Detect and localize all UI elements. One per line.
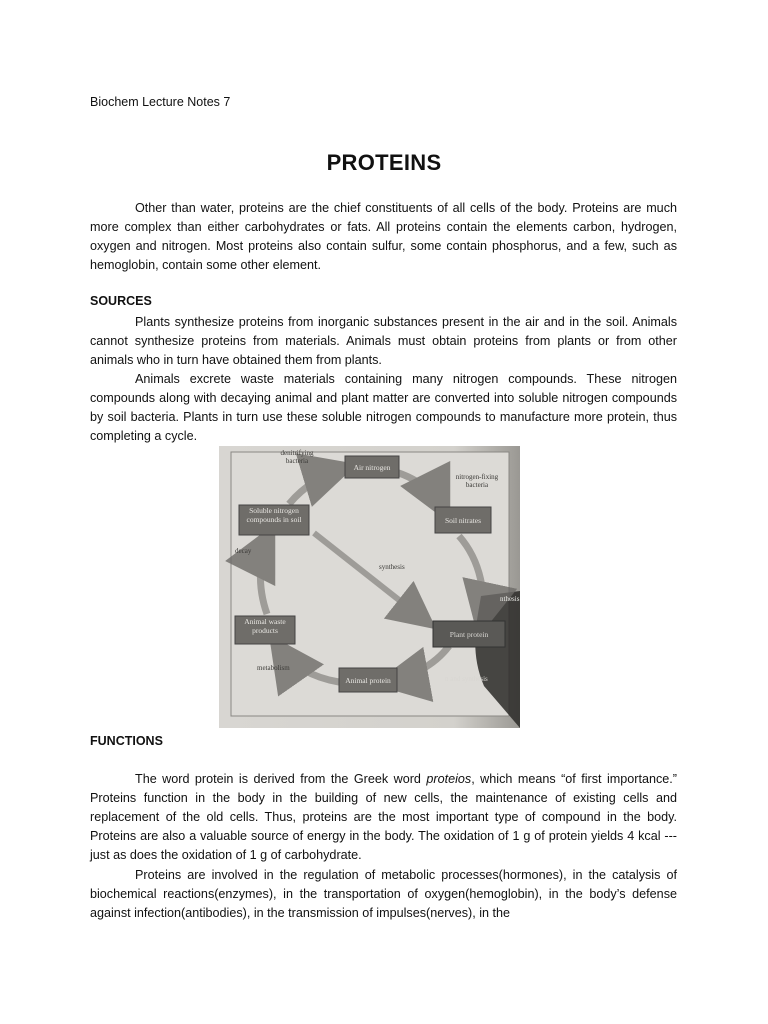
page-title: PROTEINS bbox=[326, 150, 442, 175]
label-metabolism: metabolism bbox=[257, 664, 290, 672]
label-decay: decay bbox=[235, 547, 252, 555]
node-soluble-label: Soluble nitrogen compounds in soil bbox=[246, 507, 302, 524]
label-denitrifying: denitrifying bacteria bbox=[280, 449, 314, 465]
label-synthesis-right: nthesis bbox=[500, 595, 520, 603]
functions-paragraph-1 bbox=[90, 770, 677, 865]
node-waste-label: Animal waste products bbox=[244, 618, 286, 635]
header-note: Biochem Lecture Notes 7 bbox=[90, 95, 231, 109]
functions-paragraph-2: Proteins are involved in the regulation of metabolic processes(hormones), in the catalysis of biochemical reactions(enzymes), in the transportation of oxygen(hemoglobin), in the body’s defense against infection(antibodies), in the transmission of impulses(nerves), in the bbox=[90, 868, 677, 920]
sources-paragraph-1: Plants synthesize proteins from inorganic substances present in the air and in the soil. Animals cannot synthesize proteins from materials. Animals must obtain proteins from plants or from other animals who in turn have obtained them from plants. bbox=[90, 315, 677, 367]
nitrogen-cycle-figure bbox=[219, 446, 520, 728]
greek-word: proteios bbox=[426, 772, 472, 786]
node-air-label: Air nitrogen bbox=[353, 463, 391, 472]
functions-heading: FUNCTIONS bbox=[90, 734, 163, 748]
intro-paragraph: Other than water, proteins are the chief constituents of all cells of the body. Proteins are much more complex than either carbohydrates or fats. All proteins contain the elements carbon, hydrogen, oxygen and nitrogen. Most proteins also contain sulfur, some contain phosphorus, and a few, such as hemoglobin, contain some other element. bbox=[90, 201, 677, 272]
node-animal-label: Animal protein bbox=[345, 676, 391, 685]
label-digestion: n and synthesis bbox=[445, 675, 488, 683]
node-soil-label: Soil nitrates bbox=[444, 516, 482, 525]
functions-p1-start: The word protein is derived from the Greek word bbox=[135, 772, 427, 786]
functions-p1-rest: , which means “of first importance.” Proteins function in the body in the building of new cells, the maintenance of existing cells and replacement of the old cells. Thus, proteins are the most important type of compound in the body. Proteins are also a valuable source of energy in the body. The oxidation of 1 g of protein yields 4 kcal --- just as does the oxidation of 1 g of carbohydrate. bbox=[90, 772, 678, 862]
node-plant-label: Plant protein bbox=[449, 630, 489, 639]
label-synthesis: synthesis bbox=[379, 563, 405, 571]
sources-paragraph-2: Animals excrete waste materials containing many nitrogen compounds. These nitrogen compounds along with decaying animal and plant matter are converted into soluble nitrogen compounds by soil bacteria. Plants in turn use these soluble nitrogen compounds to manufacture more protein, thus completing a cycle. bbox=[90, 372, 677, 443]
sources-heading: SOURCES bbox=[90, 294, 152, 308]
label-nitrogen-fixing: nitrogen-fixing bacteria bbox=[455, 473, 499, 489]
